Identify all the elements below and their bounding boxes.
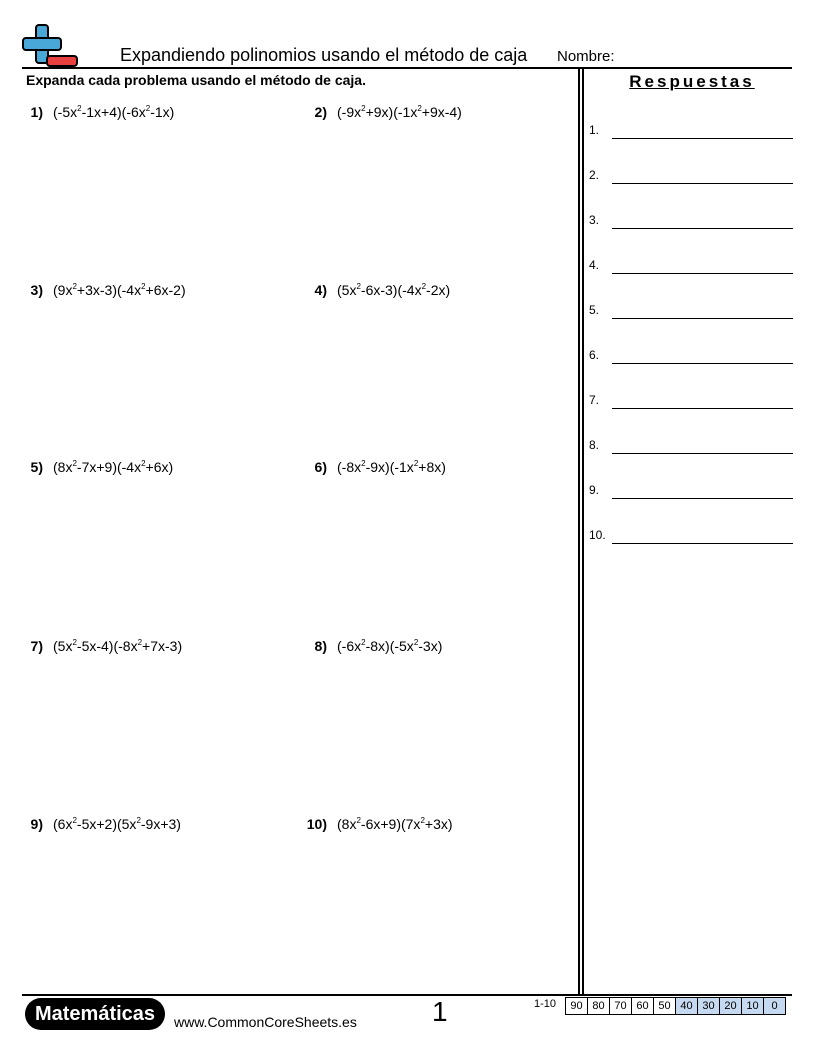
problem-number: 6): [314, 459, 327, 475]
score-cell: 80: [588, 998, 610, 1015]
problem-number: 1): [30, 104, 43, 120]
answer-row-3: 3.: [589, 209, 793, 229]
score-cell: 40: [676, 998, 698, 1015]
answers-title: Respuestas: [629, 72, 755, 91]
answer-line[interactable]: [612, 453, 793, 454]
answer-row-1: 1.: [589, 119, 793, 139]
problem-number: 7): [30, 638, 43, 654]
answer-line[interactable]: [612, 318, 793, 319]
problem-number: 2): [314, 104, 327, 120]
site-url: www.CommonCoreSheets.es: [174, 1014, 357, 1030]
answer-row-8: 8.: [589, 434, 793, 454]
footer-divider: [22, 994, 792, 996]
answer-line[interactable]: [612, 363, 793, 364]
problem-9: 9) $(6x^2-5x+2)(5x^2-9x+3)$: [30, 816, 181, 832]
score-cell: 90: [566, 998, 588, 1015]
answer-line[interactable]: [612, 408, 793, 409]
column-divider-left: [578, 68, 580, 994]
problem-3: 3) $(9x^2+3x-3)(-4x^2+6x-2)$: [30, 282, 186, 298]
score-cell: 0: [764, 998, 786, 1015]
answer-row-2: 2.: [589, 164, 793, 184]
name-label: Nombre:: [557, 48, 615, 65]
answer-row-10: 10.: [589, 524, 793, 544]
score-cell: 60: [632, 998, 654, 1015]
score-cell: 50: [654, 998, 676, 1015]
answer-row-4: 4.: [589, 254, 793, 274]
problem-5: 5) $(8x^2-7x+9)(-4x^2+6x)$: [30, 459, 174, 475]
answer-line[interactable]: [612, 228, 793, 229]
problem-number: 9): [30, 816, 43, 832]
score-cell: 30: [698, 998, 720, 1015]
instructions: Expanda cada problema usando el método de caja.: [26, 72, 366, 88]
answer-row-7: 7.: [589, 389, 793, 409]
column-divider-right: [582, 68, 584, 994]
score-table: [565, 997, 786, 1015]
header-divider: [22, 67, 792, 69]
answer-row-5: 5.: [589, 299, 793, 319]
page-number: 1: [432, 996, 448, 1027]
problem-10: 10) $(8x^2-6x+9)(7x^2+3x)$: [306, 816, 453, 832]
answer-row-6: 6.: [589, 344, 793, 364]
brand-badge: Matemáticas: [25, 998, 165, 1030]
plus-minus-logo-icon: [22, 24, 80, 68]
answer-line[interactable]: [612, 543, 793, 544]
problem-4: 4) $(5x^2-6x-3)(-4x^2-2x)$: [314, 282, 451, 298]
problem-number: 5): [30, 459, 43, 475]
problem-number: 4): [314, 282, 327, 298]
problem-7: 7) $(5x^2-5x-4)(-8x^2+7x-3)$: [30, 638, 183, 654]
score-cell: 70: [610, 998, 632, 1015]
page-title: Expandiendo polinomios usando el método de caja: [120, 45, 528, 65]
problem-1: 1) $(-5x^2-1x+4)(-6x^2-1x)$: [30, 104, 175, 120]
problem-2: 2) $(-9x^2+9x)(-1x^2+9x-4)$: [314, 104, 462, 120]
score-range-label: 1-10: [534, 998, 557, 1010]
answer-line[interactable]: [612, 273, 793, 274]
answer-line[interactable]: [612, 183, 793, 184]
problem-6: 6) $(-8x^2-9x)(-1x^2+8x)$: [314, 459, 446, 475]
problem-number: 3): [30, 282, 43, 298]
answer-line[interactable]: [612, 138, 793, 139]
answer-row-9: 9.: [589, 479, 793, 499]
problem-number: 8): [314, 638, 327, 654]
problem-number: 10): [306, 816, 327, 832]
answer-line[interactable]: [612, 498, 793, 499]
score-cell: 20: [720, 998, 742, 1015]
score-cell: 10: [742, 998, 764, 1015]
problem-8: 8) $(-6x^2-8x)(-5x^2-3x)$: [314, 638, 443, 654]
